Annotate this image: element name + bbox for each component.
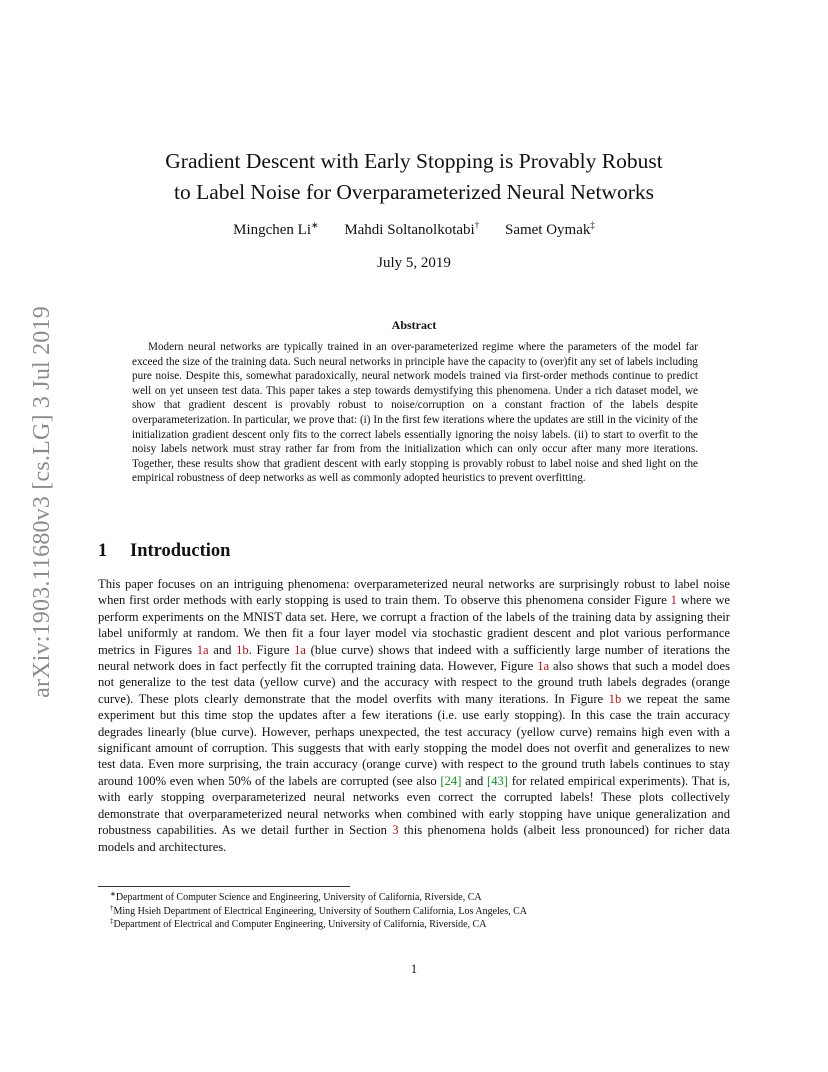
text-run: and xyxy=(461,773,487,788)
footnote-text: Ming Hsieh Department of Electrical Engineering, University of Southern California, Los Angeles, CA xyxy=(113,905,528,917)
text-run: we repeat the same experiment but this time stop the updates after a few iterations (i.e. use early stopping). In this case the train accuracy degrades linearly (blue curve). However, perhaps unexpected, the test accuracy (yellow curve) remains high even with a significant amount of corruption. This suggests that with early stopping the model does not overfit and generalizes to new test data. Even more surprising, the train accuracy (orange curve) with respect to the ground truth labels continues to stay around 100% even when 50% of the labels are corrupted (see also xyxy=(98,691,730,788)
author xyxy=(233,222,318,238)
footnote xyxy=(110,891,730,905)
figure-ref-link[interactable]: 1a xyxy=(294,642,306,657)
figure-ref-link[interactable]: 1b xyxy=(608,691,622,706)
paper-date: July 5, 2019 xyxy=(377,255,451,271)
footnote-text: Department of Electrical and Computer Engineering, University of California, Riverside, CA xyxy=(113,919,487,931)
text-run: . Figure xyxy=(248,642,295,657)
author-mark: † xyxy=(474,220,480,230)
figure-ref-link[interactable]: 1a xyxy=(196,642,209,657)
figure-ref-link[interactable]: 1a xyxy=(537,659,550,674)
footnote-mark: ∗ xyxy=(110,890,116,898)
footnote-mark: ‡ xyxy=(110,917,114,926)
text-run: this phenomena holds (albeit less pronounced) for richer data models and architectures. xyxy=(98,823,730,854)
footnote-mark: † xyxy=(110,903,114,912)
author-mark: ∗ xyxy=(311,220,319,230)
author xyxy=(344,222,479,238)
abstract-heading: Abstract xyxy=(391,318,437,332)
footnotes xyxy=(110,891,730,932)
citation-link[interactable]: [24] xyxy=(440,773,462,788)
footnote xyxy=(110,905,730,919)
author xyxy=(505,222,595,238)
page-number: 1 xyxy=(410,962,418,976)
introduction-paragraph xyxy=(98,576,730,855)
figure-ref-link[interactable]: 1 xyxy=(670,593,677,608)
text-run: (blue curve) shows that indeed with a sufficiently large number of iterations the neural network does in fact perfectly fit the corrupted training data. However, Figure xyxy=(98,642,731,674)
arxiv-identifier: arXiv:1903.11680v3 [cs.LG] 3 Jul 2019 xyxy=(29,306,55,698)
title-line-2: to Label Noise for Overparameterized Neural Networks xyxy=(174,180,654,204)
author-name: Samet Oymak xyxy=(504,222,591,238)
section-ref-link[interactable]: 3 xyxy=(392,823,399,838)
text-run: where we perform experiments on the MNIST data set. Here, we corrupt a fraction of the labels of the training data by assigning their label uniformly at random. We then fit a four layer model via stochastic gradient descent and plot various performance metrics in Figures xyxy=(98,593,730,657)
footnote-divider xyxy=(98,886,350,887)
figure-ref-link[interactable]: 1b xyxy=(236,642,249,657)
author-list xyxy=(100,222,728,239)
title-line-1: Gradient Descent with Early Stopping is Provably Robust xyxy=(165,149,663,173)
text-run: This paper focuses on an intriguing phenomena: overparameterized neural networks are surprisingly robust to label noise when first order methods with early stopping is used to train them. To observe this phenomena consider Figure xyxy=(98,577,730,608)
text-run: and xyxy=(208,642,237,657)
section-number: 1 xyxy=(98,541,108,561)
paper-title xyxy=(100,146,728,208)
footnote-text: Department of Computer Science and Engineering, University of California, Riverside, CA xyxy=(115,892,482,903)
footnote xyxy=(110,918,730,932)
author-name: Mingchen Li xyxy=(233,222,312,238)
section-heading-introduction xyxy=(98,541,498,562)
abstract-text: Modern neural networks are typically trained in an over-parameterized regime where the parameters of the model far exceed the size of the training data. Such neural networks in principle have the capacity to (over)fit any set of labels including pure noise. Despite this, somewhat paradoxically, neural network models trained via first-order methods continue to predict well on yet unseen test data. This paper takes a step towards demystifying this phenomena. Under a rich dataset model, we show that gradient descent is provably robust to noise/corruption on a constant fraction of the labels despite overparameterization. In particular, we prove that: (i) In the first few iterations where the updates are still in the vicinity of the initialization gradient descent only fits to the correct labels essentially ignoring the noisy labels. (ii) to start to overfit to the noisy labels network must stray rather far from from the initialization which can only occur after many more iterations. Together, these results show that gradient descent with early stopping is provably robust to label noise and shed light on the empirical robustness of deep networks as well as commonly adopted heuristics to prevent overfitting. xyxy=(132,341,698,485)
text-run: for related empirical experiments). That is, with early stopping overparameterized neural networks even correct the corrupted labels! These plots collectively demonstrate that overparameterized neural networks when combined with early stopping have unique generalization and robustness capabilities. As we detail further in Section xyxy=(98,773,731,838)
section-title: Introduction xyxy=(130,541,231,561)
citation-link[interactable]: [43] xyxy=(487,773,508,788)
text-run: also shows that such a model does not generalize to the test data (yellow curve) and the accuracy with respect to the ground truth labels degrades (orange curve). These plots clearly demonstrate that the model overfits with many iterations. In Figure xyxy=(98,659,730,706)
author-mark: ‡ xyxy=(590,220,595,230)
author-name: Mahdi Soltanolkotabi xyxy=(344,222,475,238)
